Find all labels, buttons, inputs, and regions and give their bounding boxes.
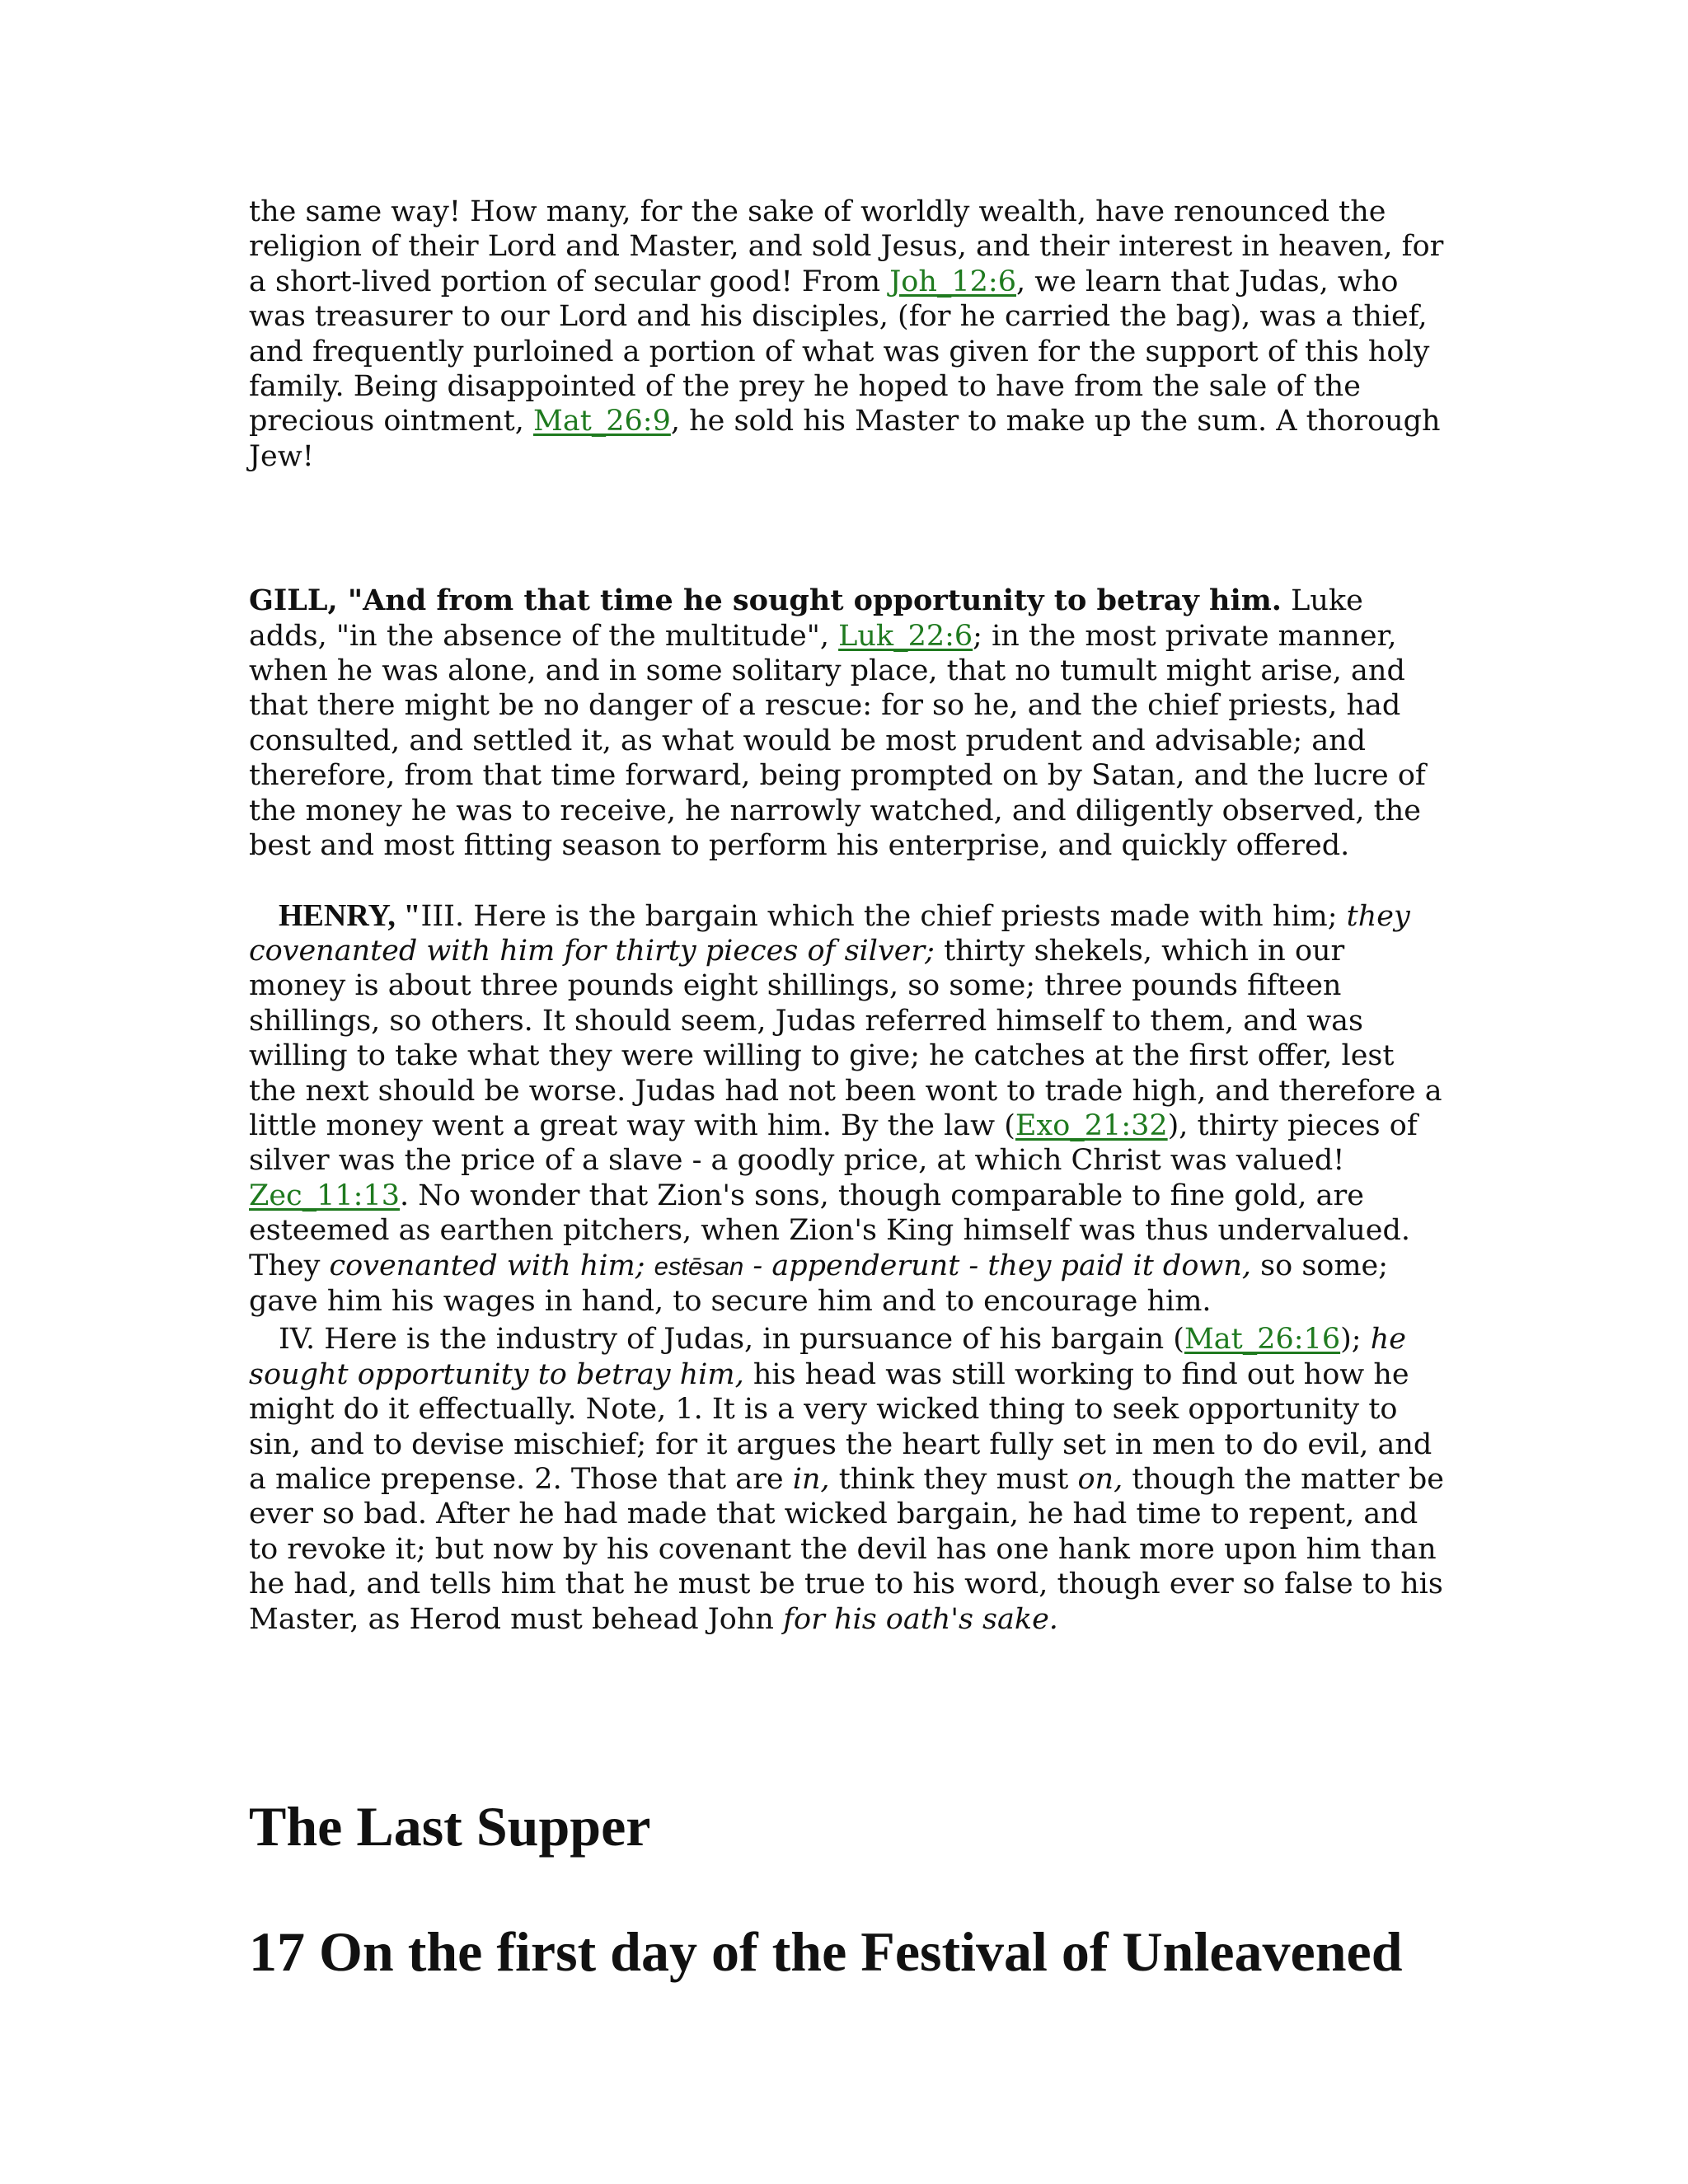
text-run: though the matter be ever so bad. After he had made that wicked bargain, he had time to repent, and to revoke it; but now by his covenant the devil has one hank more upon him than he had, and tells him that he must be true to his word, though ever so false to his Master, as Herod must behead John xyxy=(249,1463,1444,1636)
text-run: Luke adds, "in the absence of the multitude", xyxy=(249,584,1363,653)
henry-commentary-paragraph-iv xyxy=(249,1322,1444,1637)
scripture-link-luk-22-6[interactable]: Luk_22:6 xyxy=(838,619,973,653)
commentary-paragraph-1 xyxy=(249,194,1444,474)
verse-heading: 17 On the first day of the Festival of Unleavened xyxy=(249,1920,1403,1984)
text-run: ); xyxy=(1340,1323,1371,1357)
scripture-link-zec-11-13[interactable]: Zec_11:13 xyxy=(249,1179,400,1212)
henry-commentary-paragraph xyxy=(249,898,1444,1319)
text-run: thirty shekels, which in our money is about three pounds eight shillings, so some; three pounds fifteen shillings, so others. It should seem, Judas referred himself to them, and was willing to take what they were willing to give; he catches at the first offer, lest the next should be worse. Judas had not been wont to trade high, and therefore a little money went a great way with him. By the law ( xyxy=(249,934,1442,1142)
text-run: his head was still working to find out how he might do it effectually. Note, 1. It is a very wicked thing to seek opportunity to sin, and to devise mischief; for it argues the heart fully set in men to do evil, and a malice prepense. 2. Those that are xyxy=(249,1357,1432,1496)
text-run: , he sold his Master to make up the sum. A thorough Jew! xyxy=(249,405,1441,473)
scripture-link-mat-26-9[interactable]: Mat_26:9 xyxy=(532,405,671,438)
text-run: ), thirty pieces of silver was the price of a slave - a goodly price, at which Christ was valued! xyxy=(249,1108,1418,1178)
greek-word: estēsan xyxy=(654,1251,744,1281)
italic-run: - appenderunt - they paid it down, xyxy=(743,1249,1252,1282)
henry-label: HENRY, " xyxy=(279,898,421,933)
gill-commentary-paragraph xyxy=(249,583,1444,863)
italic-run: on, xyxy=(1077,1463,1123,1496)
text-run: . No wonder that Zion's sons, though comparable to fine gold, are esteemed as earthen pitchers, when Zion's King himself was thus undervalued. They xyxy=(249,1179,1411,1282)
text-run: IV. Here is the industry of Judas, in pursuance of his bargain ( xyxy=(279,1323,1184,1357)
scripture-link-exo-21-32[interactable]: Exo_21:32 xyxy=(1015,1108,1168,1142)
italic-run: in, xyxy=(792,1463,830,1496)
text-run: the same way! How many, for the sake of worldly wealth, have renounced the religion of their Lord and Master, and sold Jesus, and their interest in heaven, for a short-lived portion of secular good! From xyxy=(249,195,1444,298)
gill-heading: GILL, "And from that time he sought opportunity to betray him. xyxy=(249,583,1282,618)
italic-run: he sought opportunity to betray him, xyxy=(249,1323,1406,1391)
scripture-link-mat-26-16[interactable]: Mat_26:16 xyxy=(1184,1323,1341,1357)
document-page xyxy=(249,194,1444,1985)
section-heading: The Last Supper xyxy=(249,1795,651,1858)
italic-run: they covenanted with him for thirty pieces of silver; xyxy=(249,899,1410,968)
text-run: think they must xyxy=(829,1463,1078,1496)
scripture-link-joh-12-6[interactable]: Joh_12:6 xyxy=(889,265,1016,298)
text-run: ; in the most private manner, when he was alone, and in some solitary place, that no tumult might arise, and that there might be no danger of a rescue: for so he, and the chief priests, had consulted, and settled it, as what would be most prudent and advisable; and therefore, from that time forward, being prompted on by Satan, and the lucre of the money he was to receive, he narrowly watched, and diligently observed, the best and most fitting season to perform his enterprise, and quickly offered. xyxy=(249,619,1426,863)
text-run: , we learn that Judas, who was treasurer to our Lord and his disciples, (for he carried the bag), was a thief, and frequently purloined a portion of what was given for the support of this holy family. Being disappointed of the prey he hoped to have from the sale of the precious ointment, xyxy=(249,265,1430,438)
italic-run: for his oath's sake. xyxy=(783,1602,1058,1636)
text-run: so some; gave him his wages in hand, to secure him and to encourage him. xyxy=(249,1249,1389,1318)
italic-run: covenanted with him; xyxy=(329,1249,645,1282)
text-run: III. Here is the bargain which the chief priests made with him; xyxy=(420,899,1347,933)
